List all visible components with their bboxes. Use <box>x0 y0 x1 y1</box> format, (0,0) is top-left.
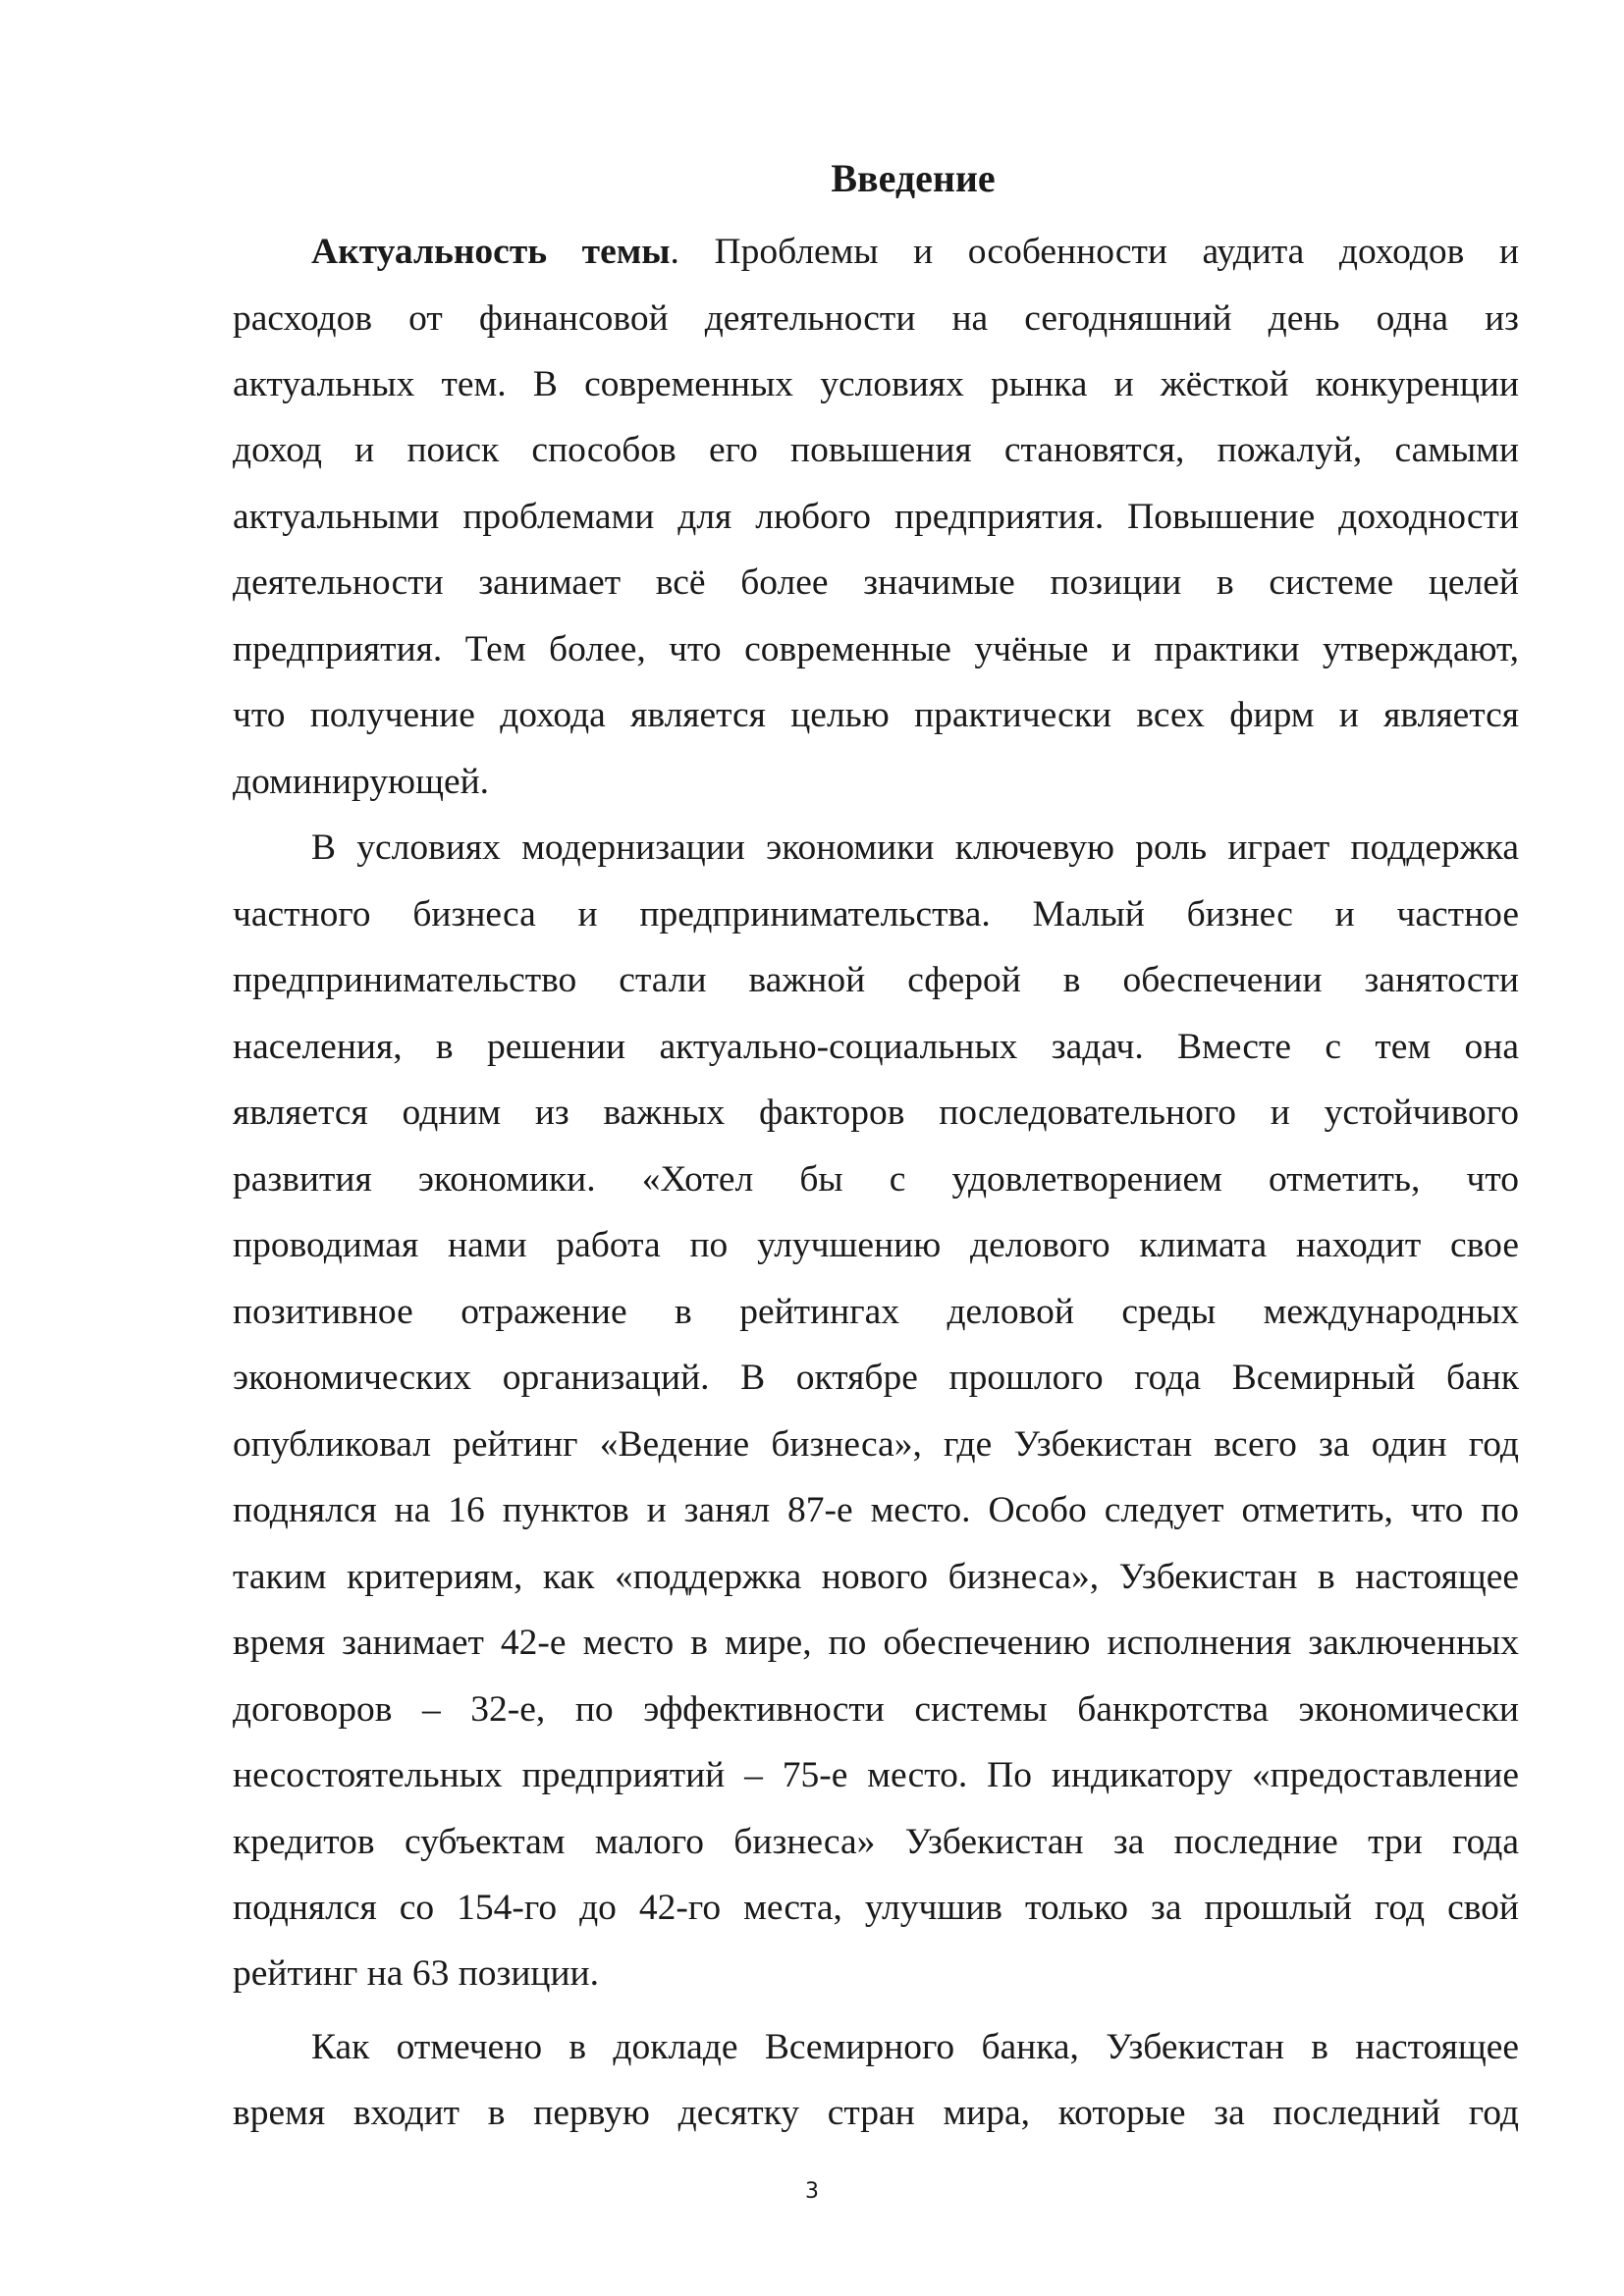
paragraph-2-line-5: является одним из важных факторов последовательного и устойчивого <box>233 1093 1519 1133</box>
paragraph-1-line-1 <box>311 228 1519 277</box>
paragraph-2-line-18: рейтинг на 63 позиции. <box>233 1953 599 1994</box>
paragraph-1-line-8: что получение дохода является целью практически всех фирм и является <box>233 695 1519 735</box>
paragraph-3-line-1: Как отмечено в докладе Всемирного банка, Узбекистан в настоящее <box>311 2027 1519 2067</box>
paragraph-2-line-7: проводимая нами работа по улучшению делового климата находит свое <box>233 1225 1519 1265</box>
paragraph-2-line-15: несостоятельных предприятий – 75-е место. По индикатору «предоставление <box>233 1755 1519 1795</box>
paragraph-3-line-2: время входит в первую десятку стран мира, которые за последний год <box>233 2093 1519 2133</box>
page-title: Введение <box>831 156 996 200</box>
paragraph-lead-bold: Актуальность темы <box>311 232 671 272</box>
paragraph-1-line-7: предприятия. Тем более, что современные учёные и практики утверждают, <box>233 629 1519 669</box>
paragraph-2-line-17: поднялся со 154-го до 42-го места, улучшив только за прошлый год свой <box>233 1888 1519 1928</box>
paragraph-2-line-6: развития экономики. «Хотел бы с удовлетворением отметить, что <box>233 1159 1519 1200</box>
paragraph-2-line-4: населения, в решении актуально-социальных задач. Вместе с тем она <box>233 1027 1519 1067</box>
paragraph-2-line-1: В условиях модернизации экономики ключевую роль играет поддержка <box>311 828 1519 868</box>
paragraph-1-line-4: доход и поиск способов его повышения становятся, пожалуй, самыми <box>233 430 1519 470</box>
page-number: 3 <box>805 2179 819 2204</box>
paragraph-1-line-2: расходов от финансовой деятельности на сегодняшний день одна из <box>233 298 1519 339</box>
paragraph-2-line-9: экономических организаций. В октябре прошлого года Всемирный банк <box>233 1358 1519 1398</box>
paragraph-2-line-12: таким критериям, как «поддержка нового бизнеса», Узбекистан в настоящее <box>233 1557 1519 1597</box>
paragraph-1-line-9: доминирующей. <box>233 762 490 802</box>
paragraph-2-line-3: предпринимательство стали важной сферой в обеспечении занятости <box>233 960 1519 1000</box>
paragraph-2-line-2: частного бизнеса и предпринимательства. Малый бизнес и частное <box>233 894 1519 934</box>
paragraph-1-line-1-text: . Проблемы и особенности аудита доходов и <box>670 232 1519 272</box>
paragraph-2-line-16: кредитов субъектам малого бизнеса» Узбекистан за последние три года <box>233 1822 1519 1862</box>
paragraph-1-line-3: актуальных тем. В современных условиях рынка и жёсткой конкуренции <box>233 364 1519 404</box>
paragraph-2-line-11: поднялся на 16 пунктов и занял 87-е место. Особо следует отметить, что по <box>233 1490 1519 1530</box>
paragraph-1-line-6: деятельности занимает всё более значимые позиции в системе целей <box>233 562 1519 603</box>
paragraph-1-line-5: актуальными проблемами для любого предприятия. Повышение доходности <box>233 497 1519 537</box>
paragraph-2-line-13: время занимает 42-е место в мире, по обеспечению исполнения заключенных <box>233 1623 1519 1663</box>
paragraph-2-line-8: позитивное отражение в рейтингах деловой среды международных <box>233 1292 1519 1332</box>
paragraph-2-line-10: опубликовал рейтинг «Ведение бизнеса», где Узбекистан всего за один год <box>233 1424 1519 1465</box>
paragraph-2-line-14: договоров – 32-е, по эффективности системы банкротства экономически <box>233 1689 1519 1730</box>
